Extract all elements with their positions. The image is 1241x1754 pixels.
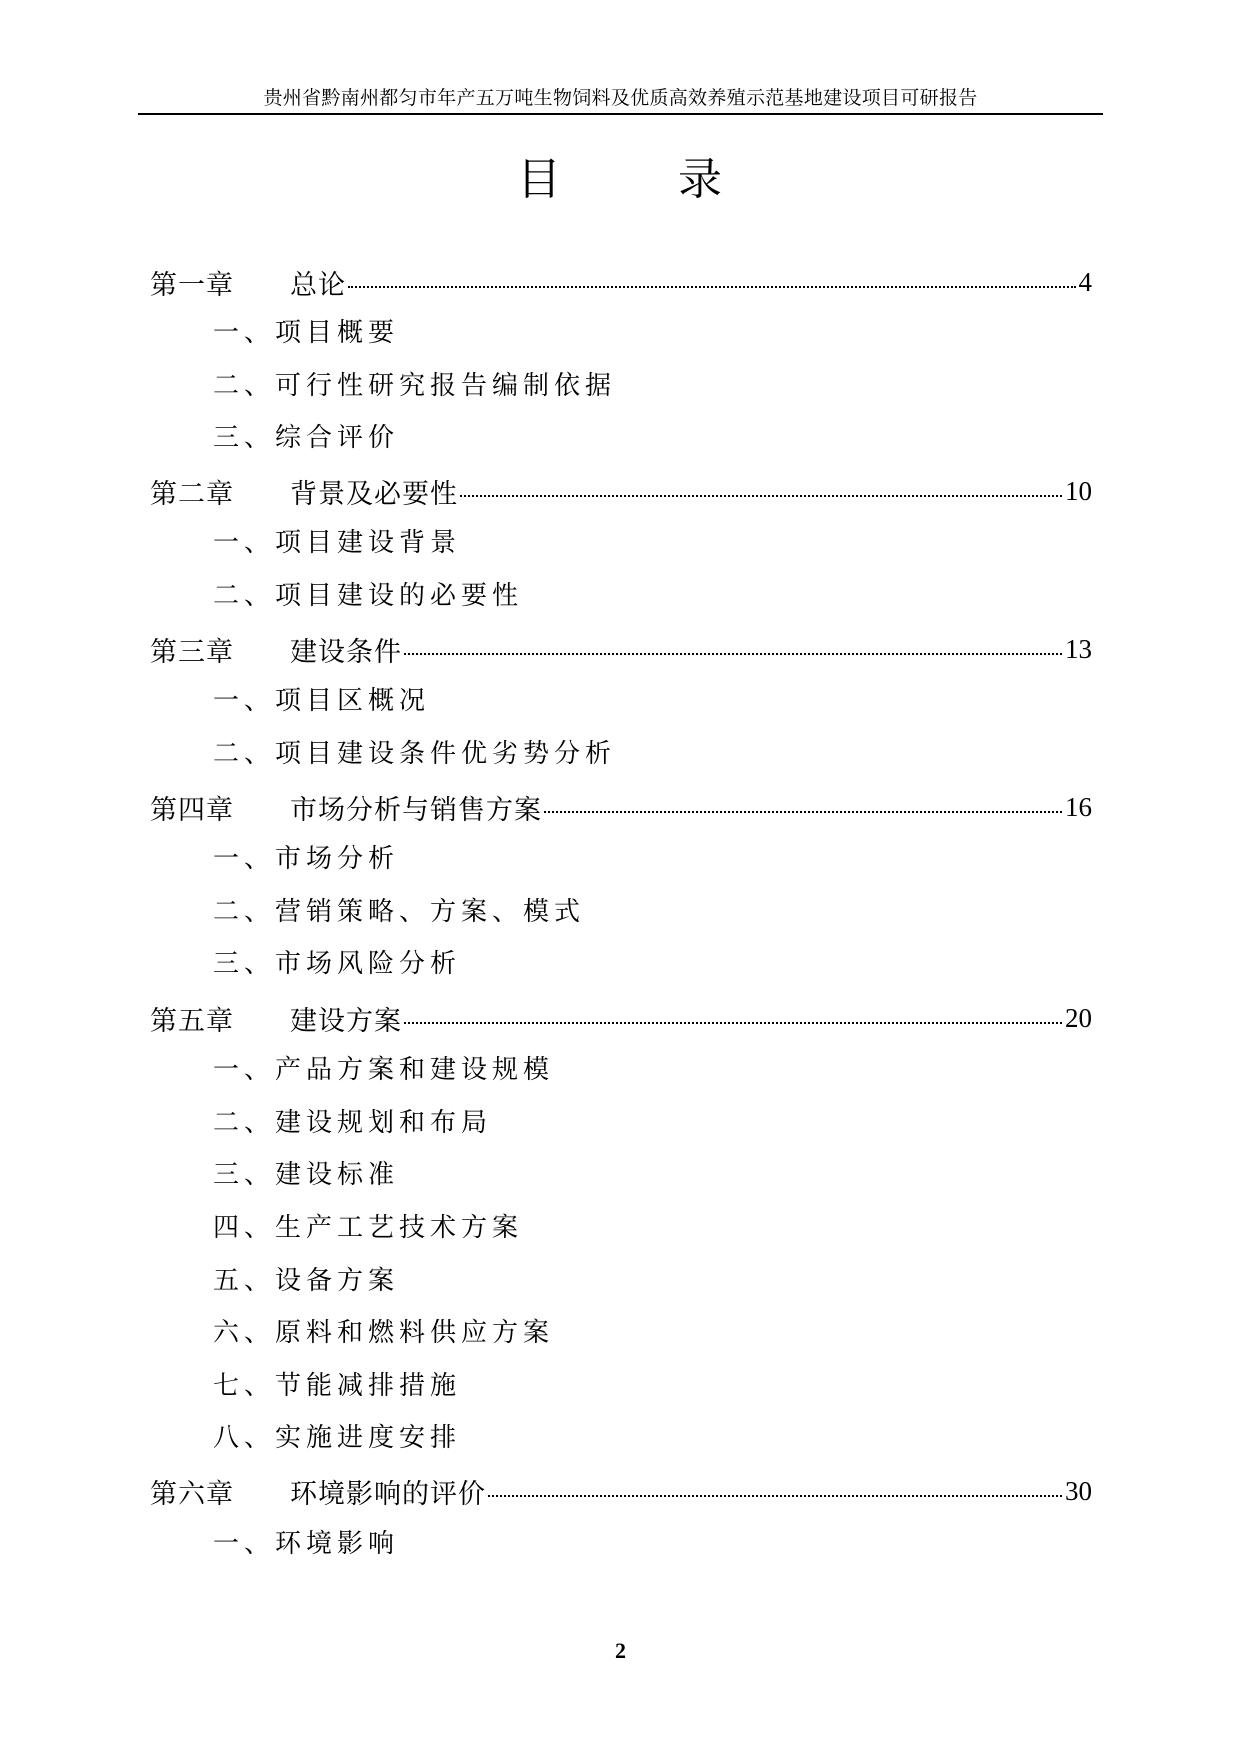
- toc-section[interactable]: 二、营销策略、方案、模式: [213, 897, 586, 927]
- dot-leader: [404, 653, 1062, 655]
- page-number: 2: [615, 1638, 626, 1663]
- chapter-number: 第四章: [150, 794, 234, 826]
- chapter-title: 建设条件: [290, 636, 402, 668]
- chapter-page-number: 20: [1065, 1002, 1092, 1033]
- toc-section[interactable]: 三、综合评价: [213, 423, 400, 453]
- header-divider: [138, 113, 1103, 115]
- chapter-number: 第二章: [150, 478, 234, 510]
- chapter-page-number: 4: [1078, 266, 1092, 297]
- running-header: 贵州省黔南州都匀市年产五万吨生物饲料及优质高效养殖示范基地建设项目可研报告: [263, 87, 978, 109]
- chapter-page-number: 13: [1065, 633, 1092, 664]
- toc-chapter-6[interactable]: [150, 1471, 1092, 1511]
- toc-section[interactable]: 二、项目建设条件优劣势分析: [213, 739, 617, 769]
- toc-chapter-4[interactable]: [150, 787, 1092, 827]
- toc-title-char-2: 录: [678, 154, 724, 205]
- toc-title-char-1: 目: [517, 154, 563, 205]
- toc-chapter-5[interactable]: [150, 998, 1092, 1038]
- dot-leader: [460, 495, 1062, 497]
- chapter-page-number: 10: [1065, 475, 1092, 506]
- toc-section[interactable]: 七、节能减排措施: [213, 1371, 462, 1401]
- toc-section[interactable]: 一、市场分析: [213, 844, 400, 874]
- chapter-number: 第一章: [150, 269, 234, 301]
- chapter-page-number: 30: [1065, 1475, 1092, 1506]
- chapter-title: 市场分析与销售方案: [290, 794, 542, 826]
- toc-section[interactable]: 一、环境影响: [213, 1529, 400, 1559]
- dot-leader: [404, 1022, 1062, 1024]
- toc-section[interactable]: 五、设备方案: [213, 1266, 400, 1296]
- dot-leader: [348, 286, 1076, 288]
- toc-section[interactable]: 六、原料和燃料供应方案: [213, 1318, 555, 1348]
- toc-section[interactable]: 一、项目概要: [213, 318, 400, 348]
- chapter-page-number: 16: [1065, 791, 1092, 822]
- toc-section[interactable]: 一、项目建设背景: [213, 528, 462, 558]
- chapter-title: 总论: [290, 269, 346, 301]
- chapter-number: 第五章: [150, 1005, 234, 1037]
- dot-leader: [488, 1495, 1062, 1497]
- toc-section[interactable]: 二、项目建设的必要性: [213, 581, 524, 611]
- toc-section[interactable]: 三、市场风险分析: [213, 949, 462, 979]
- toc-section[interactable]: 二、可行性研究报告编制依据: [213, 371, 617, 401]
- toc-section[interactable]: 八、实施进度安排: [213, 1423, 462, 1453]
- toc-section[interactable]: 二、建设规划和布局: [213, 1108, 493, 1138]
- toc-section[interactable]: 一、项目区概况: [213, 686, 431, 716]
- toc-chapter-2[interactable]: [150, 471, 1092, 511]
- toc-section[interactable]: 一、产品方案和建设规模: [213, 1055, 555, 1085]
- chapter-title: 环境影响的评价: [290, 1478, 486, 1510]
- chapter-title: 背景及必要性: [290, 478, 458, 510]
- chapter-number: 第六章: [150, 1478, 234, 1510]
- toc-section[interactable]: 四、生产工艺技术方案: [213, 1213, 524, 1243]
- chapter-number: 第三章: [150, 636, 234, 668]
- chapter-title: 建设方案: [290, 1005, 402, 1037]
- toc-title: [0, 150, 1241, 210]
- toc-chapter-3[interactable]: [150, 629, 1092, 669]
- toc-section[interactable]: 三、建设标准: [213, 1160, 400, 1190]
- toc-chapter-1[interactable]: [150, 262, 1092, 302]
- dot-leader: [544, 811, 1062, 813]
